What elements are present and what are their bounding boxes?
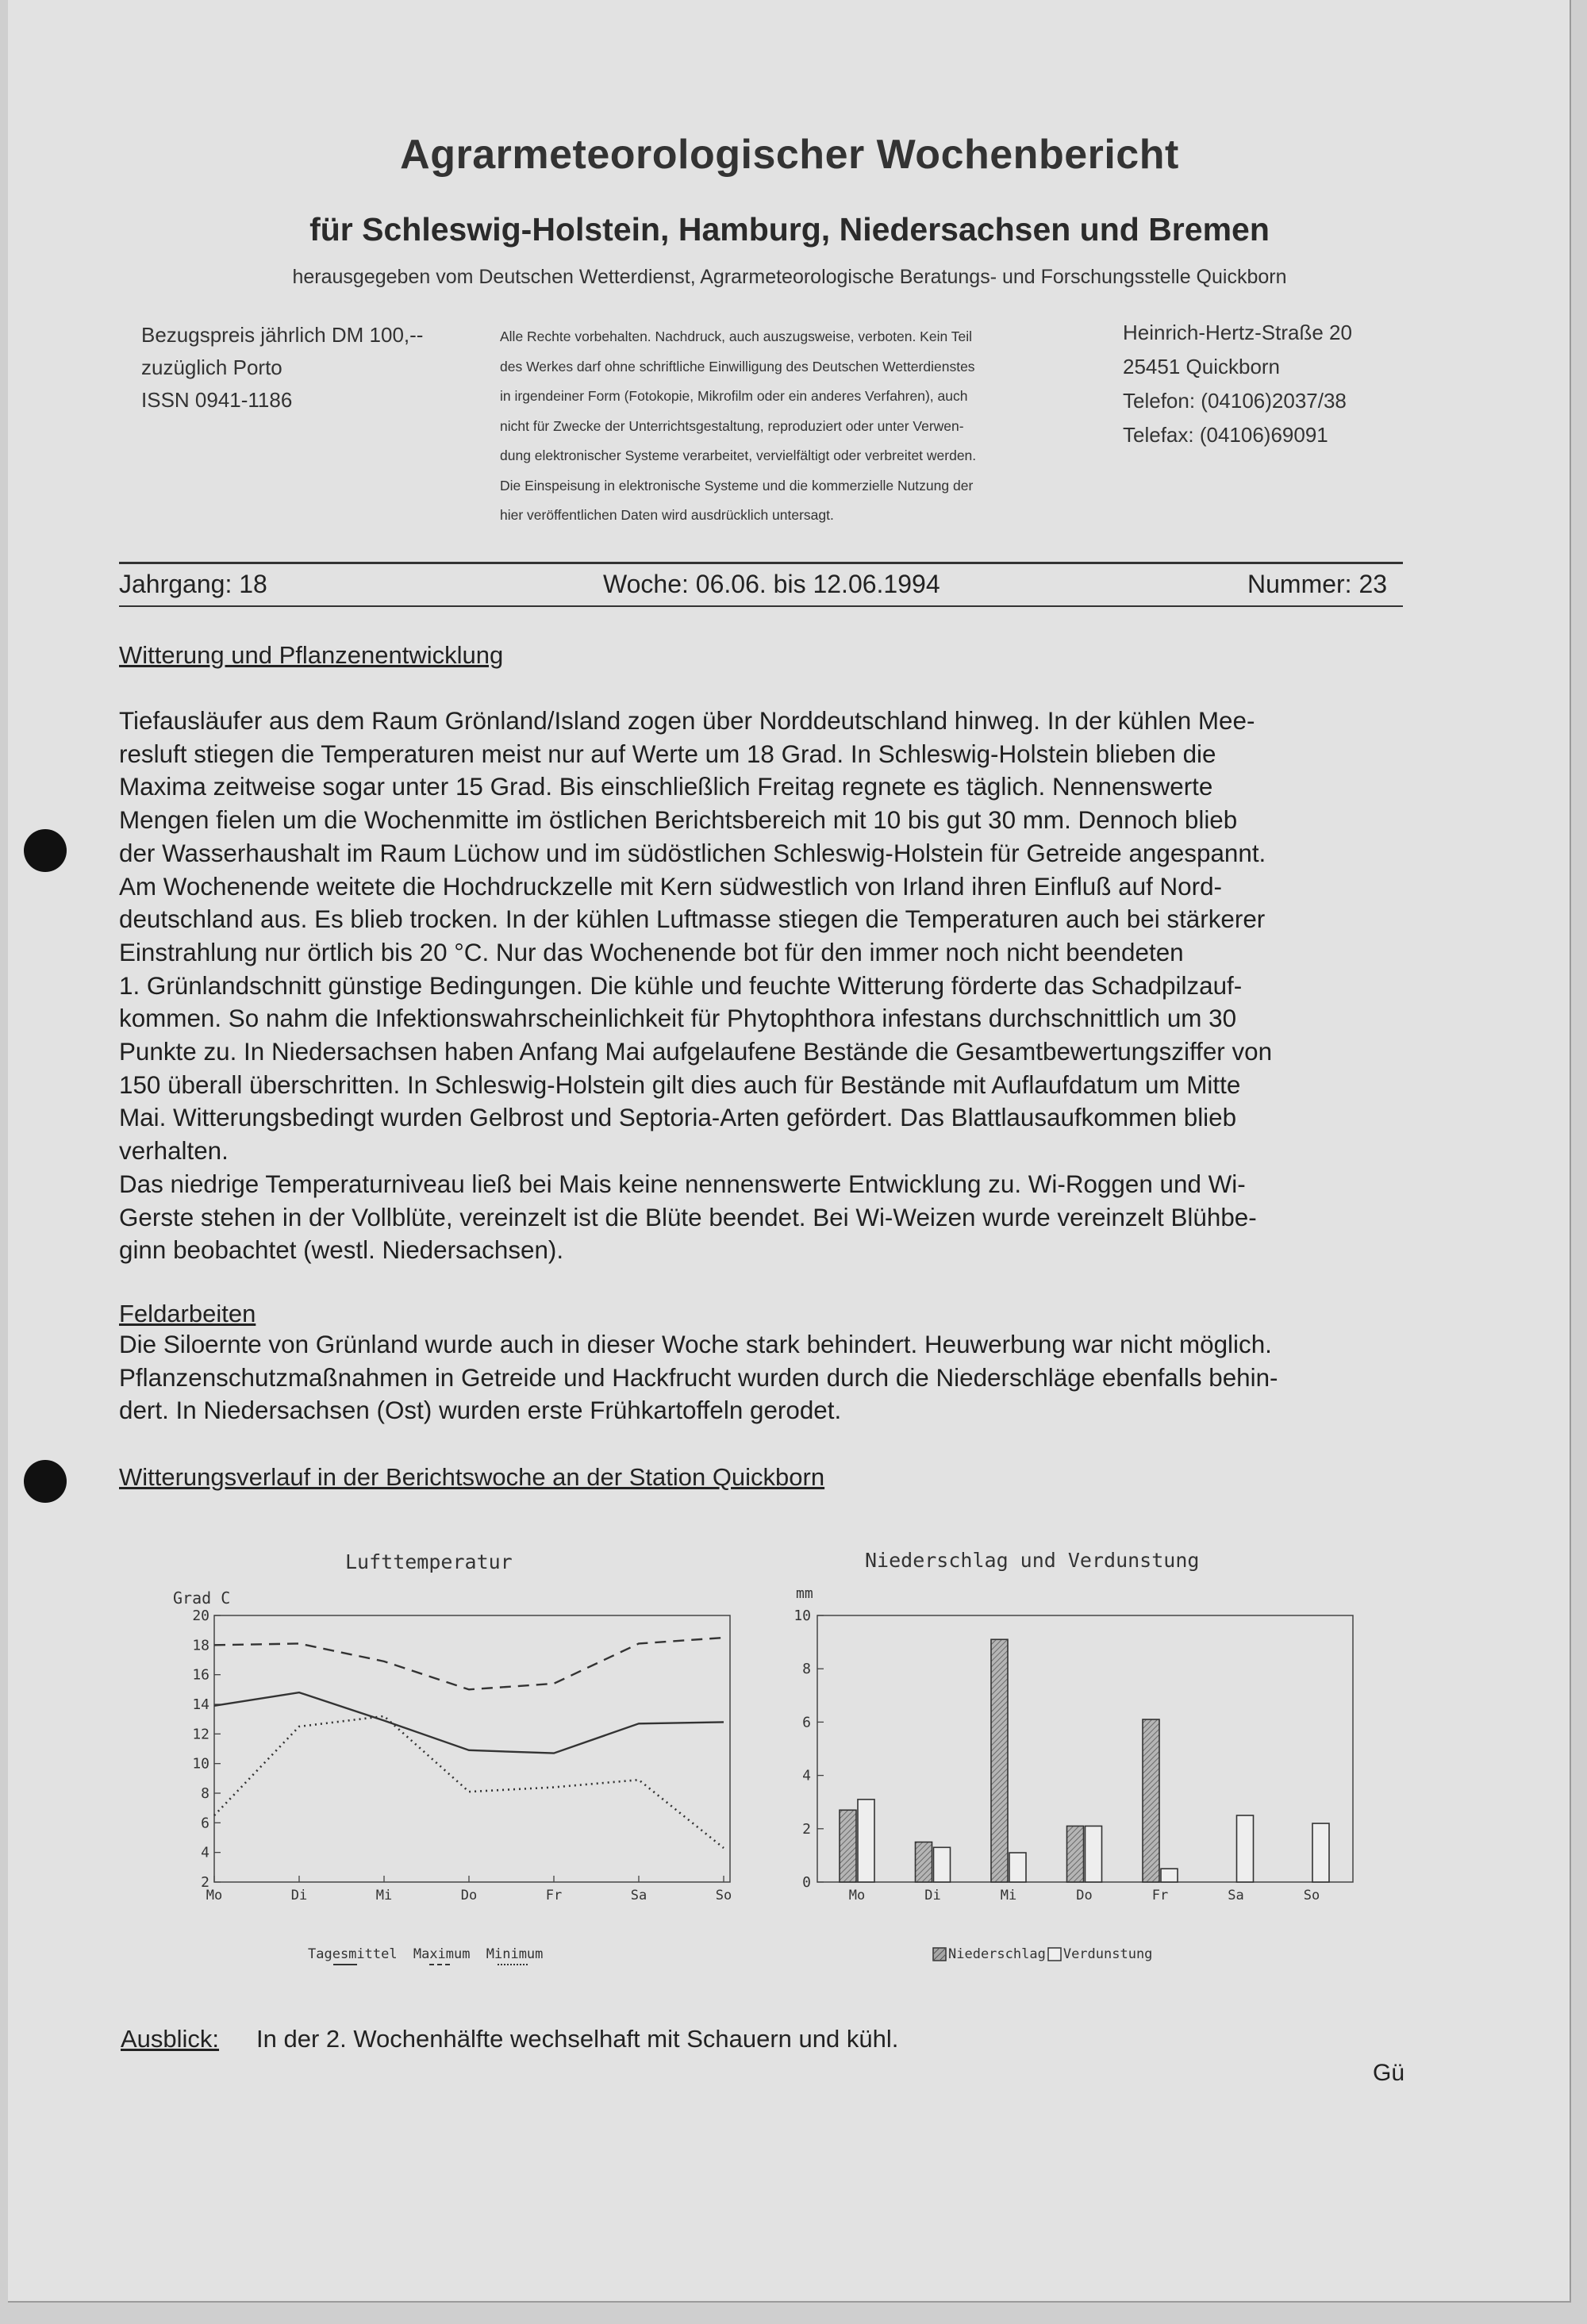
weather-section-title: Witterung und Pflanzenentwicklung (119, 641, 504, 669)
pricing-line: Bezugspreis jährlich DM 100,-- (141, 323, 424, 347)
bar-verdunstung (1009, 1853, 1026, 1882)
text-line: Maxima zeitweise sogar unter 15 Grad. Bis einschließlich Freitag regnete es täglich. Nennenswerte (119, 773, 1213, 801)
y-tick-label: 6 (201, 1815, 209, 1832)
rights-line: in irgendeiner Form (Fotokopie, Mikrofilm oder ein anderes Verfahren), auch (500, 388, 968, 404)
x-tick-label: Mo (848, 1888, 866, 1903)
y-tick-label: 4 (201, 1844, 209, 1861)
text-line: Am Wochenende weitete die Hochdruckzelle mit Kern südwestlich von Irland ihren Einfluß auf Nord- (119, 872, 1223, 901)
field-section-body (119, 1328, 1404, 1427)
report-region: für Schleswig-Holstein, Hamburg, Niedersachsen und Bremen (309, 211, 1270, 248)
y-tick-label: 0 (802, 1874, 811, 1891)
y-tick-label: 14 (192, 1696, 209, 1713)
text-line: dert. In Niedersachsen (Ost) wurden erste Frühkartoffeln gerodet. (119, 1396, 842, 1425)
bar-niederschlag (916, 1842, 932, 1882)
precip-legend: Niederschlag Verdunstung (932, 1946, 1152, 1962)
x-tick-label: Do (460, 1888, 478, 1903)
legend-dotted-swatch (498, 1964, 528, 1965)
y-tick-label: 2 (201, 1874, 209, 1891)
text-line: Pflanzenschutzmaßnahmen in Getreide und Hackfrucht wurden durch die Niederschläge ebenfalls behin- (119, 1363, 1278, 1392)
bar-verdunstung (858, 1800, 874, 1882)
address-line: 25451 Quickborn (1123, 355, 1281, 378)
header-rule-top (119, 562, 1403, 564)
issue-week: Woche: 06.06. bis 12.06.1994 (603, 570, 940, 598)
rights-line: hier veröffentlichen Daten wird ausdrücklich untersagt. (500, 507, 834, 523)
text-line: Punkte zu. In Niedersachsen haben Anfang Mai aufgelaufene Bestände die Gesamtbewertungsziffer von (119, 1038, 1273, 1066)
x-tick-label: Fr (545, 1888, 563, 1903)
author-signature: Gü (1373, 2060, 1405, 2086)
text-line: Mengen fielen um die Wochenmitte im östlichen Berichtsbereich mit 10 bis gut 30 mm. Dennoch blieb (119, 806, 1238, 835)
bar-verdunstung (1086, 1826, 1102, 1882)
publisher-line: herausgegeben vom Deutschen Wetterdienst, Agrarmeteorologische Beratungs- und Forschungsstelle Quickborn (292, 266, 1287, 288)
pricing-line: ISSN 0941-1186 (141, 388, 293, 412)
outlook-text: In der 2. Wochenhälfte wechselhaft mit Schauern und kühl. (256, 2025, 899, 2053)
legend-solid-swatch (333, 1964, 357, 1965)
text-line: Mai. Witterungsbedingt wurden Gelbrost und Septoria-Arten gefördert. Das Blattlausaufkommen blieb (119, 1104, 1237, 1132)
x-tick-label: So (715, 1888, 732, 1903)
y-tick-label: 12 (192, 1726, 209, 1743)
x-tick-label: Sa (1228, 1888, 1244, 1903)
temp-legend (308, 1946, 543, 1962)
y-tick-label: 16 (192, 1666, 209, 1684)
text-line: deutschland aus. Es blieb trocken. In der kühlen Luftmasse stiegen die Temperaturen auch bei stärkerer (119, 905, 1266, 934)
text-line: Die Siloernte von Grünland wurde auch in dieser Woche stark behindert. Heuwerbung war nicht möglich. (119, 1331, 1272, 1358)
y-tick-label: 10 (192, 1755, 209, 1773)
weather-section-body (119, 705, 1404, 1267)
bar-niederschlag (1067, 1826, 1084, 1882)
text-line: 1. Grünlandschnitt günstige Bedingungen. Die kühle und feuchte Witterung förderte das Schadpilzauf- (119, 971, 1243, 1000)
x-tick-label: Do (1076, 1888, 1093, 1903)
text-line: 150 überall überschritten. In Schleswig-Holstein gilt dies auch für Bestände mit Auflaufdatum um Mitte (119, 1070, 1241, 1099)
series-line-tagesmittel (214, 1692, 724, 1754)
y-tick-label: 10 (794, 1608, 811, 1624)
rights-line: nicht für Zwecke der Unterrichtsgestaltung, reproduziert oder unter Verwen- (500, 417, 964, 434)
legend-hatched-swatch (932, 1947, 947, 1961)
outlook-label: Ausblick: (121, 2025, 220, 2053)
y-tick-label: 4 (802, 1767, 811, 1784)
plot-frame (214, 1615, 730, 1882)
text-line: resluft stiegen die Temperaturen meist nur auf Werte um 18 Grad. In Schleswig-Holstein blieben die (119, 739, 1216, 768)
precipitation-chart (786, 1603, 1389, 1920)
x-tick-label: Di (290, 1888, 308, 1903)
text-line: kommen. So nahm die Infektionswahrscheinlichkeit für Phytophthora infestans durchschnittlich um 30 (119, 1005, 1237, 1033)
bar-niederschlag (1143, 1719, 1159, 1882)
series-line-maximum (214, 1638, 724, 1689)
issue-volume: Jahrgang: 18 (119, 570, 267, 598)
y-tick-label: 6 (802, 1714, 811, 1731)
x-tick-label: Sa (630, 1888, 647, 1903)
series-line-minimum (214, 1716, 724, 1848)
pricing-line: zuzüglich Porto (141, 355, 282, 379)
x-tick-label: Di (924, 1888, 941, 1903)
address-line: Telefax: (04106)69091 (1123, 423, 1328, 447)
temp-y-axis-label: Grad C (173, 1588, 231, 1608)
y-tick-label: 18 (192, 1637, 209, 1654)
bar-verdunstung (1237, 1815, 1254, 1882)
legend-open-swatch (1047, 1947, 1062, 1961)
legend-maximum: Maximum (413, 1946, 471, 1962)
legend-dashed-swatch (429, 1964, 450, 1965)
field-section-title: Feldarbeiten (119, 1300, 256, 1327)
text-line: Tiefausläufer aus dem Raum Grönland/Island zogen über Norddeutschland hinweg. In der kühlen Mee- (119, 707, 1255, 735)
x-tick-label: So (1303, 1888, 1320, 1903)
legend-tagesmittel: Tagesmittel (308, 1946, 398, 1962)
precip-chart-title: Niederschlag und Verdunstung (865, 1549, 1200, 1572)
station-section-title: Witterungsverlauf in der Berichtswoche an der Station Quickborn (119, 1463, 825, 1491)
legend-minimum: Minimum (486, 1946, 544, 1962)
issue-number: Nummer: 23 (1247, 570, 1388, 598)
text-line: ginn beobachtet (westl. Niedersachsen). (119, 1236, 564, 1265)
rights-line: Alle Rechte vorbehalten. Nachdruck, auch auszugsweise, verboten. Kein Teil (500, 328, 973, 344)
text-line: verhalten. (119, 1137, 229, 1166)
rights-line: des Werkes darf ohne schriftliche Einwilligung des Deutschen Wetterdienstes (500, 358, 975, 375)
y-tick-label: 20 (192, 1608, 209, 1624)
x-tick-label: Mi (1000, 1888, 1017, 1903)
y-tick-label: 2 (802, 1820, 811, 1838)
address-line: Heinrich-Hertz-Straße 20 (1123, 321, 1352, 344)
bar-niederschlag (991, 1639, 1008, 1882)
report-title: Agrarmeteorologischer Wochenbericht (400, 132, 1179, 178)
temperature-chart (159, 1603, 754, 1920)
bar-verdunstung (1312, 1823, 1329, 1882)
text-line: Das niedrige Temperaturniveau ließ bei Mais keine nennenswerte Entwicklung zu. Wi-Roggen und Wi- (119, 1170, 1246, 1198)
rights-notice (500, 322, 1103, 531)
x-tick-label: Mi (375, 1888, 393, 1903)
bar-niederschlag (840, 1810, 856, 1882)
rights-line: dung elektronischer Systeme verarbeitet, vervielfältigt oder verbreitet werden. (500, 448, 977, 463)
punch-hole-bottom (24, 1460, 67, 1503)
text-line: der Wasserhaushalt im Raum Lüchow und im südöstlichen Schleswig-Holstein für Getreide angespannt. (119, 839, 1266, 867)
y-tick-label: 8 (802, 1661, 811, 1678)
x-tick-label: Mo (206, 1888, 223, 1903)
bar-verdunstung (1161, 1869, 1178, 1882)
precip-y-axis-label: mm (796, 1585, 813, 1602)
text-line: Gerste stehen in der Vollblüte, vereinzelt ist die Blüte beendet. Bei Wi-Weizen wurde vereinzelt Blühbe- (119, 1203, 1257, 1231)
pricing-block (141, 319, 423, 417)
rights-line: Die Einspeisung in elektronische Systeme und die kommerzielle Nutzung der (500, 477, 974, 494)
header-rule-bottom (119, 605, 1403, 607)
x-tick-label: Fr (1151, 1888, 1169, 1903)
y-tick-label: 8 (201, 1785, 209, 1802)
bar-verdunstung (934, 1847, 951, 1882)
address-block (1123, 316, 1352, 452)
address-line: Telefon: (04106)2037/38 (1123, 389, 1347, 413)
text-line: Einstrahlung nur örtlich bis 20 °C. Nur das Wochenende bot für den immer noch nicht beendeten (119, 938, 1184, 966)
temp-chart-title: Lufttemperatur (345, 1550, 513, 1573)
punch-hole-top (24, 829, 67, 872)
